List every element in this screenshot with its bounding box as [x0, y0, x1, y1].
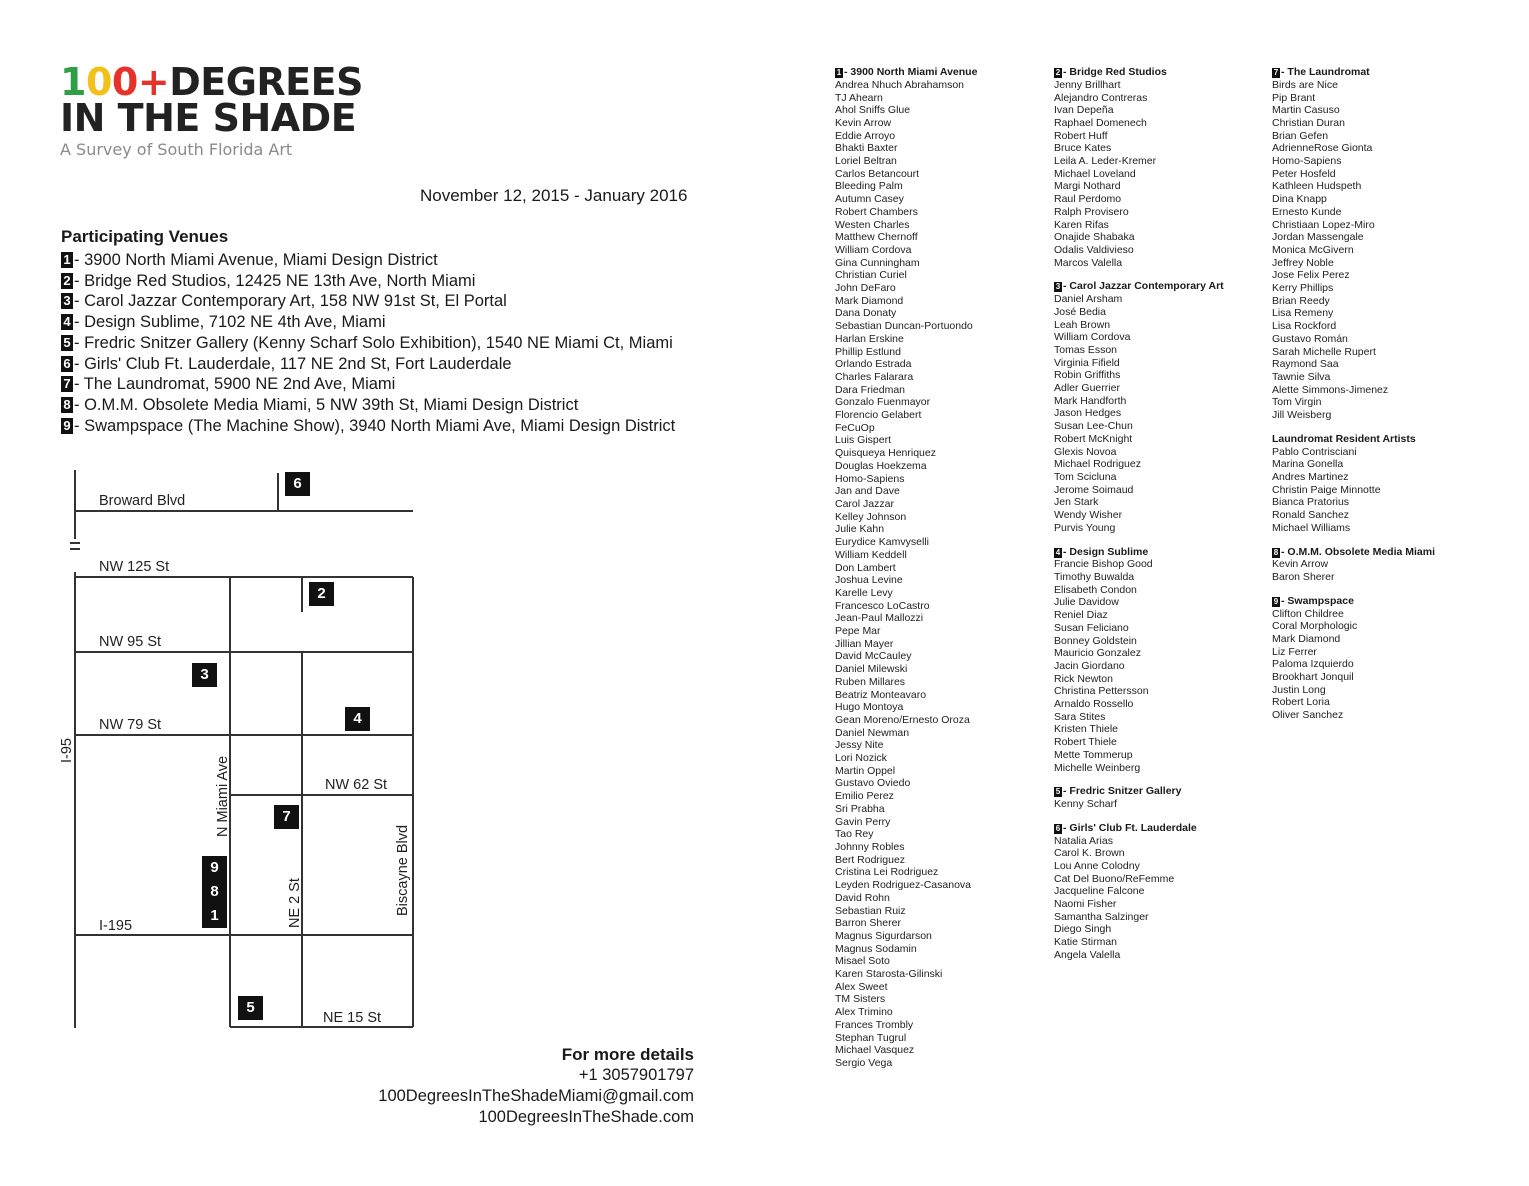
artist-name: Jen Stark [1054, 496, 1099, 509]
artist-name: Karelle Levy [835, 586, 893, 599]
artist-name: Karen Rifas [1054, 218, 1109, 231]
venue-address: - O.M.M. Obsolete Media Miami, 5 NW 39th St, Miami Design District [74, 395, 579, 414]
venue-group-title [1054, 66, 1264, 79]
artist-name: Ernesto Kunde [1272, 205, 1342, 218]
map-marker-venue-2: 2 [309, 582, 334, 606]
artist-name: Raul Perdomo [1054, 193, 1122, 206]
venue-address: - Carol Jazzar Contemporary Art, 158 NW 91st St, El Portal [74, 292, 507, 311]
venue-number-badge: 3 [1055, 282, 1061, 292]
venue-address: - Girls' Club Ft. Lauderdale, 117 NE 2nd St, Fort Lauderdale [74, 354, 512, 373]
venue-artist-group [1054, 66, 1264, 269]
venue-group-title [1272, 66, 1482, 79]
artist-name: Clifton Childree [1272, 607, 1344, 620]
artist-name: Arnaldo Rossello [1054, 698, 1134, 711]
artist-name: Reniel Diaz [1054, 609, 1108, 622]
venue-item [61, 354, 675, 375]
artist-name: Phillip Estlund [835, 345, 901, 358]
venue-item [61, 374, 675, 395]
venue-group-title [835, 66, 1045, 79]
artist-name: Eddie Arroyo [835, 129, 896, 142]
venue-item [61, 312, 675, 333]
artist-name: Lou Anne Colodny [1054, 859, 1140, 872]
artist-name: Ahol Sniffs Glue [835, 104, 911, 117]
venue-address: - The Laundromat, 5900 NE 2nd Ave, Miami [74, 375, 396, 394]
map-marker-venue-5: 5 [238, 996, 263, 1020]
artist-name: Christin Paige Minnotte [1272, 483, 1381, 496]
artist-name: Carol Jazzar [835, 498, 894, 510]
artist-name: Homo-Sapiens [835, 472, 905, 485]
label-nw-79-st: NW 79 St [99, 717, 162, 733]
artist-name: Robert Huff [1054, 129, 1108, 142]
artist-name: Lisa Remeny [1272, 307, 1334, 320]
artist-name: Brian Gefen [1272, 129, 1329, 142]
artist-name: Tao Rey [835, 828, 874, 841]
artist-name: Westen Charles [835, 218, 910, 231]
venue-item [61, 291, 675, 312]
venue-artist-group [1272, 433, 1482, 535]
venue-group-title [1054, 822, 1264, 835]
venue-item [61, 395, 675, 416]
venue-group-title [1272, 546, 1482, 559]
artist-name: Daniel Newman [835, 726, 910, 739]
artist-name: Leyden Rodriguez-Casanova [835, 879, 972, 892]
artist-name: Cat Del Buono/ReFemme [1054, 872, 1175, 885]
artist-name: Marina Gonella [1272, 458, 1344, 471]
venue-item [61, 250, 675, 271]
artist-name: Timothy Buwalda [1054, 571, 1135, 583]
venue-artist-group [1054, 785, 1264, 811]
map-marker-venue-1: 1 [202, 904, 227, 928]
venue-number-badge: 8 [1273, 547, 1279, 557]
exhibition-dates: November 12, 2015 - January 2016 [420, 186, 688, 205]
venue-number-badge: 6 [61, 356, 73, 372]
artist-name: Jordan Massengale [1272, 231, 1364, 244]
artist-name: Lori Nozick [835, 752, 887, 765]
artist-name: Robert Chambers [835, 205, 918, 218]
artist-name: Jeffrey Noble [1272, 256, 1334, 269]
artist-name: Hugo Montoya [835, 701, 904, 714]
artist-name: Brian Reedy [1272, 294, 1330, 307]
venue-number-badge: 7 [1273, 68, 1279, 77]
label-n-miami-ave: N Miami Ave [215, 755, 231, 837]
artist-name: Bruce Kates [1054, 142, 1112, 155]
venue-item [61, 271, 675, 292]
artist-name: Cristina Lei Rodriguez [835, 866, 939, 879]
artist-name: Andrea Nhuch Abrahamson [835, 78, 964, 91]
artist-name: Homo-Sapiens [1272, 155, 1342, 168]
artist-name: Gina Cunningham [835, 256, 920, 269]
artist-name: Daniel Arsham [1054, 293, 1123, 306]
artist-name: Robert Thiele [1054, 736, 1117, 749]
artist-name: Robert McKnight [1054, 432, 1133, 445]
artist-name: Barron Sherer [835, 917, 901, 930]
artist-name: Gustavo Oviedo [835, 777, 911, 790]
map-marker-venue-6: 6 [285, 472, 310, 496]
artist-name: Mark Handforth [1054, 394, 1127, 407]
artist-name: AdrienneRose Gionta [1272, 142, 1373, 155]
artist-name: José Bedia [1054, 305, 1106, 318]
artist-name: Kerry Phillips [1272, 282, 1334, 295]
artist-name: Orlando Estrada [835, 358, 912, 371]
artist-name: Francesco LoCastro [835, 599, 930, 612]
artist-name: Beatriz Monteavaro [835, 688, 927, 701]
artist-name: Gavin Perry [835, 815, 891, 828]
artist-name: Ruben Millares [835, 675, 906, 688]
artist-name: Ronald Sanchez [1272, 509, 1350, 522]
artist-name: Kelley Johnson [835, 510, 907, 523]
artist-name: Tawnie Silva [1272, 370, 1331, 383]
artist-name: Elisabeth Condon [1054, 583, 1137, 596]
artist-name: Charles Falarara [835, 370, 914, 383]
logo-digit: + [137, 60, 170, 104]
artist-name: Andres Martinez [1272, 470, 1349, 483]
artist-name: Onajide Shabaka [1054, 231, 1135, 244]
venue-group-name: - Bridge Red Studios [1063, 66, 1167, 78]
artist-name: Liz Ferrer [1272, 645, 1317, 658]
venue-number-badge: 2 [61, 273, 73, 289]
venue-group-name: - The Laundromat [1281, 66, 1370, 78]
artist-name: Gean Moreno/Ernesto Oroza [835, 713, 970, 726]
artist-name: Wendy Wisher [1054, 509, 1123, 522]
artist-name: Monica McGivern [1272, 243, 1354, 256]
venue-number-badge: 9 [61, 418, 73, 434]
artist-name: Adler Guerrier [1054, 382, 1120, 395]
label-nw-95-st: NW 95 St [99, 634, 162, 650]
logo-subtitle: A Survey of South Florida Art [60, 140, 293, 159]
label-nw-125-st: NW 125 St [99, 559, 170, 575]
venue-list [61, 227, 675, 436]
artist-name: Bert Rodriguez [835, 853, 906, 866]
artist-name: Glexis Novoa [1054, 445, 1117, 458]
artist-name: Odalis Valdivieso [1054, 243, 1134, 256]
artist-name: Loriel Beltran [835, 155, 897, 168]
artist-name: Peter Hosfeld [1272, 167, 1336, 180]
artist-name: Kathleen Hudspeth [1272, 180, 1362, 193]
artist-name: Purvis Young [1054, 521, 1116, 534]
logo-title-line-1 [60, 60, 400, 104]
venue-item [61, 333, 675, 354]
artist-column-3 [1272, 66, 1482, 733]
artist-name: Oliver Sanchez [1272, 709, 1344, 722]
venue-number-badge: 1 [836, 68, 842, 77]
artist-name: Florencio Gelabert [835, 409, 922, 422]
artist-name: FeCuOp [835, 421, 875, 434]
venue-address: - 3900 North Miami Avenue, Miami Design District [74, 251, 438, 269]
artist-name: Lisa Rockford [1272, 320, 1337, 333]
artist-name: Johnny Robles [835, 840, 905, 853]
artist-name: Justin Long [1272, 683, 1326, 696]
artist-name: Gonzalo Fuenmayor [835, 396, 931, 409]
artist-name: Frances Trombly [835, 1018, 914, 1031]
artist-name: Julie Kahn [835, 523, 885, 536]
artist-name: TJ Ahearn [835, 91, 883, 104]
artist-name: Jacin Giordano [1054, 659, 1125, 672]
artist-name: Michael Rodriguez [1054, 458, 1141, 471]
venue-number-badge: 5 [1055, 787, 1061, 797]
venue-artist-group [1272, 546, 1482, 584]
artist-name: Tom Virgin [1272, 396, 1322, 409]
artist-column-2 [1054, 66, 1264, 973]
venue-rows [61, 250, 675, 436]
artist-name: Mauricio Gonzalez [1054, 647, 1141, 660]
artist-name: Gustavo Román [1272, 332, 1348, 345]
exhibition-logo [60, 60, 400, 159]
contact-website[interactable]: 100DegreesInTheShade.com [478, 1108, 694, 1126]
artist-name: Joshua Levine [835, 574, 903, 587]
artist-name: Carlos Betancourt [835, 167, 920, 180]
venue-number-badge: 4 [61, 314, 73, 330]
artist-name: Diego Singh [1054, 923, 1112, 936]
artist-name: Ralph Provisero [1054, 205, 1129, 218]
artist-name: Dana Donaty [835, 307, 897, 320]
label-ne-15-st: NE 15 St [323, 1010, 382, 1026]
artist-name: Kenny Scharf [1054, 798, 1118, 811]
artist-name: Kevin Arrow [835, 116, 892, 129]
artist-name: Pablo Contrisciani [1272, 445, 1357, 458]
venues-heading: Participating Venues [61, 227, 229, 246]
venue-artist-group [1272, 66, 1482, 422]
artist-name: Emilio Perez [835, 790, 894, 803]
label-biscayne-blvd: Biscayne Blvd [395, 824, 411, 916]
label-i-95: I-95 [59, 738, 75, 763]
artist-name: Bhakti Baxter [835, 142, 898, 155]
artist-name: Michael Williams [1272, 521, 1351, 534]
artist-name: Naomi Fisher [1054, 898, 1117, 911]
artist-name: Misael Soto [835, 955, 890, 968]
map-marker-venue-9: 9 [202, 856, 227, 880]
artist-name: Michael Vasquez [835, 1044, 915, 1057]
logo-digit: 0 [85, 60, 112, 104]
artist-name: Jill Weisberg [1272, 409, 1332, 422]
artist-name: Christiaan Lopez-Miro [1272, 218, 1375, 231]
artist-name: Rick Newton [1054, 672, 1113, 685]
artist-name: Alette Simmons-Jimenez [1272, 383, 1389, 396]
artist-name: Natalia Arias [1054, 834, 1113, 847]
artist-name: Paloma Izquierdo [1272, 658, 1354, 671]
artist-name: Mark Diamond [835, 294, 904, 307]
artist-name: Baron Sherer [1272, 571, 1335, 583]
artist-name: Quisqueya Henriquez [835, 447, 936, 460]
venue-group-title [1054, 546, 1264, 559]
venue-artist-group [835, 66, 1045, 1070]
map-marker-venue-4: 4 [345, 707, 370, 731]
venue-group-name: - Carol Jazzar Contemporary Art [1063, 280, 1224, 293]
artist-name: Dina Knapp [1272, 193, 1327, 206]
artist-name: Brookhart Jonquil [1272, 671, 1354, 684]
venue-number-badge: 2 [1055, 68, 1061, 77]
artist-name: Susan Feliciano [1054, 621, 1129, 634]
artist-name: Bianca Pratorius [1272, 496, 1350, 509]
artist-name: Katie Stirman [1054, 936, 1118, 949]
venue-artist-group [1272, 595, 1482, 722]
map-marker-venue-3: 3 [192, 663, 217, 687]
artist-name: Angela Valella [1054, 948, 1121, 961]
artist-column-1 [835, 66, 1045, 1081]
venue-group-name: - Fredric Snitzer Gallery [1063, 785, 1182, 798]
artist-name: Pepe Mar [835, 625, 881, 638]
venue-number-badge: 1 [61, 252, 73, 268]
artist-name: Julie Davidow [1054, 596, 1119, 609]
artist-name: Sri Prabha [835, 802, 885, 815]
artist-name: Marcos Valella [1054, 256, 1123, 269]
artist-name: Tomas Esson [1054, 343, 1118, 356]
artist-name: Sergio Vega [835, 1056, 893, 1069]
venue-group-title [1272, 595, 1482, 608]
artist-name: Jason Hedges [1054, 407, 1122, 420]
artist-name: Martin Casuso [1272, 104, 1340, 117]
artist-name: Luis Gispert [835, 434, 892, 447]
venue-number-badge: 9 [1273, 596, 1279, 606]
venue-map [55, 465, 425, 1040]
artist-name: Matthew Chernoff [835, 231, 918, 244]
venue-address: - Swampspace (The Machine Show), 3940 North Miami Ave, Miami Design District [74, 416, 676, 435]
artist-name: Mette Tommerup [1054, 748, 1133, 761]
venue-group-name: - Design Sublime [1063, 545, 1149, 558]
artist-name: Sebastian Duncan-Portuondo [835, 320, 973, 333]
logo-title-line-2: IN THE SHADE [60, 96, 357, 140]
artist-name: Eurydice Kamvyselli [835, 536, 929, 549]
artist-name: Tom Scicluna [1054, 470, 1117, 483]
venue-artist-group [1054, 280, 1264, 534]
artist-name: Don Lambert [835, 561, 896, 574]
venue-group-name: - 3900 North Miami Avenue [844, 66, 978, 78]
artist-name: John DeFaro [835, 282, 896, 295]
venue-number-badge: 5 [61, 335, 73, 351]
map-roads [55, 465, 425, 1040]
artist-name: William Cordova [1054, 331, 1131, 344]
logo-digit: 1 [60, 60, 86, 104]
venue-number-badge: 6 [1055, 823, 1061, 833]
logo-word-degrees: DEGREES [169, 60, 363, 104]
artist-name: Robert Loria [1272, 696, 1330, 709]
artist-name: Daniel Milewski [835, 663, 908, 676]
artist-name: Raymond Saa [1272, 358, 1339, 371]
artist-name: Christina Pettersson [1054, 685, 1149, 698]
artist-name: Ivan Depeña [1054, 104, 1114, 117]
artist-name: Raphael Domenech [1054, 116, 1147, 129]
label-i-195: I-195 [99, 918, 133, 934]
artist-name: Kristen Thiele [1054, 723, 1119, 736]
artist-name: Jessy Nite [835, 739, 884, 752]
artist-name: Samantha Salzinger [1054, 910, 1149, 923]
venue-address: - Fredric Snitzer Gallery (Kenny Scharf Solo Exhibition), 1540 NE Miami Ct, Miami [74, 333, 673, 352]
artist-name: Michelle Weinberg [1054, 761, 1141, 774]
artist-name: Dara Friedman [835, 383, 906, 396]
venue-number-badge: 7 [61, 376, 73, 392]
artist-name: Kevin Arrow [1272, 558, 1329, 571]
artist-name: Karen Starosta-Gilinski [835, 968, 943, 981]
artist-name: Mark Diamond [1272, 632, 1341, 645]
artist-name: Leila A. Leder-Kremer [1054, 155, 1157, 168]
artist-name: TM Sisters [835, 993, 886, 1006]
artist-name: Magnus Sigurdarson [835, 929, 932, 942]
artist-name: Margi Nothard [1054, 180, 1121, 193]
artist-name: Jean-Paul Mallozzi [835, 612, 924, 625]
artist-name: Susan Lee-Chun [1054, 420, 1133, 433]
venue-address: - Design Sublime, 7102 NE 4th Ave, Miami [74, 313, 386, 332]
artist-name: Jan and Dave [835, 485, 900, 498]
label-broward-blvd: Broward Blvd [99, 493, 186, 509]
artist-name: William Keddell [835, 548, 907, 561]
artist-name: Virginia Fifield [1054, 356, 1120, 369]
artist-name: Alex Trimino [835, 1006, 893, 1019]
artist-name: Leah Brown [1054, 318, 1111, 331]
artist-name: Jose Felix Perez [1272, 269, 1350, 282]
artist-name: Martin Oppel [835, 764, 896, 777]
artist-name: Alex Sweet [835, 980, 888, 993]
venue-group-title [1054, 280, 1264, 293]
contact-phone: +1 3057901797 [578, 1066, 694, 1084]
artist-name: Jacqueline Falcone [1054, 885, 1145, 898]
contact-block [340, 1044, 694, 1128]
artist-name: Sarah Michelle Rupert [1272, 345, 1376, 358]
label-nw-62-st: NW 62 St [325, 777, 388, 793]
venue-artist-group [1054, 822, 1264, 962]
map-marker-venue-7: 7 [274, 805, 299, 829]
artist-name: Harlan Erskine [835, 332, 904, 345]
venue-number-badge: 3 [61, 293, 73, 309]
artist-name: David McCauley [835, 650, 912, 663]
artist-name: Sara Stites [1054, 710, 1106, 723]
venue-group-name: - Swampspace [1281, 594, 1354, 607]
artist-name: Jillian Mayer [835, 637, 894, 650]
artist-name: Bleeding Palm [835, 180, 903, 193]
logo-digit: 0 [111, 60, 138, 104]
artist-name: Francie Bishop Good [1054, 558, 1153, 571]
artist-name: Pip Brant [1272, 91, 1316, 104]
venue-group-title [1054, 785, 1264, 798]
artist-name: Robin Griffiths [1054, 369, 1121, 382]
artist-name: Michael Loveland [1054, 167, 1136, 180]
artist-name: Carol K. Brown [1054, 847, 1125, 860]
venue-item [61, 416, 675, 437]
artist-name: Coral Morphologic [1272, 620, 1358, 633]
artist-name: Jenny Brillhart [1054, 78, 1121, 91]
artist-name: Magnus Sodamin [835, 942, 917, 955]
venue-address: - Bridge Red Studios, 12425 NE 13th Ave, North Miami [74, 271, 476, 290]
contact-heading: For more details [561, 1045, 694, 1064]
venue-number-badge: 8 [61, 397, 73, 413]
artist-name: Sebastian Ruiz [835, 904, 906, 917]
artist-name: Bonney Goldstein [1054, 634, 1137, 647]
artist-name: Christian Curiel [835, 269, 907, 282]
artist-name: Douglas Hoekzema [835, 459, 927, 472]
artist-name: David Rohn [835, 891, 890, 904]
artist-name: Christian Duran [1272, 116, 1345, 129]
venue-group-name: - O.M.M. Obsolete Media Miami [1281, 545, 1436, 558]
map-marker-venue-8: 8 [202, 880, 227, 904]
artist-name: William Cordova [835, 243, 912, 256]
label-ne-2-st: NE 2 St [287, 878, 303, 928]
artist-name: Alejandro Contreras [1054, 91, 1148, 104]
artist-name: Jerome Soimaud [1054, 483, 1134, 496]
venue-artist-group [1054, 546, 1264, 775]
venue-group-name: - Girls' Club Ft. Lauderdale [1063, 821, 1197, 834]
venue-number-badge: 4 [1055, 547, 1061, 557]
artist-name: Stephan Tugrul [835, 1031, 907, 1044]
venue-group-title [1272, 433, 1482, 446]
artist-name: Birds are Nice [1272, 78, 1338, 91]
venue-group-name: Laundromat Resident Artists [1272, 432, 1416, 445]
artist-name: Autumn Casey [835, 193, 904, 206]
contact-email[interactable]: 100DegreesInTheShadeMiami@gmail.com [378, 1087, 694, 1105]
